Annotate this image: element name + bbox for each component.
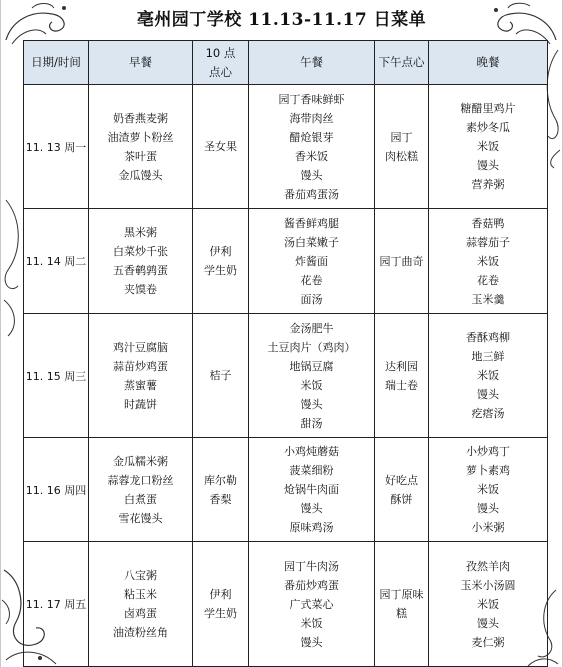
breakfast-item: 金瓜糯米粥 [113,454,168,468]
breakfast-item: 金瓜馒头 [118,168,163,182]
afternoon-snack-item: 好吃点 [385,473,418,487]
afternoon-snack-item: 园丁 [390,130,413,144]
date-cell: 11. 17 周五 [24,542,89,667]
lunch-item: 番茄炒鸡蛋 [284,578,339,592]
table-row-thursday [24,438,548,542]
dinner-item: 馒头 [477,616,499,630]
breakfast-item: 蒜苗炒鸡蛋 [113,359,168,373]
morning-snack-item: 伊利 [209,588,232,601]
lunch-item: 地锅豆腐 [289,359,334,373]
menu-title: 亳州园丁学校 11.13-11.17 日菜单 [136,10,427,30]
dinner-item: 馒头 [477,159,499,172]
breakfast-item: 奶香燕麦粥 [113,111,168,125]
breakfast-cell [89,314,193,438]
breakfast-item: 夹馍卷 [124,283,157,296]
dinner-item: 小米粥 [471,521,505,534]
lunch-item: 酱香鲜鸡腿 [284,216,339,230]
breakfast-item: 粘玉米 [124,588,157,601]
header-lunch: 午餐 [249,41,375,85]
lunch-item: 土豆肉片（鸡肉） [267,340,356,354]
header-afternoon-snack: 下午点心 [375,41,429,85]
breakfast-cell [89,438,193,542]
breakfast-item: 五香鹌鹑蛋 [113,264,168,277]
dinner-item: 米饭 [477,140,499,153]
dinner-item: 香菇鸭 [471,216,505,230]
lunch-cell [249,314,375,438]
breakfast-cell [89,85,193,209]
lunch-item: 广式菜心 [289,597,334,611]
header-date: 日期/时间 [24,41,89,85]
header-morning-snack [193,41,249,85]
lunch-item: 汤白菜嫩子 [284,235,339,249]
dinner-item: 馒头 [477,388,499,401]
dinner-item: 营养粥 [471,178,505,191]
afternoon-snack-cell [375,542,429,667]
lunch-item: 馒头 [300,397,323,411]
dinner-item: 米饭 [477,254,499,268]
dinner-cell [429,209,548,314]
breakfast-item: 油渣萝卜粉丝 [107,130,174,144]
afternoon-snack-cell [375,209,429,314]
lunch-item: 菠菜细粉 [289,464,334,477]
dinner-cell [429,85,548,209]
afternoon-snack-cell [375,438,429,542]
lunch-item: 番茄鸡蛋汤 [284,187,339,201]
dinner-item: 玉米羹 [471,292,505,306]
lunch-item: 醋炝银芽 [289,130,334,144]
breakfast-cell [89,542,193,667]
table-header-row [24,41,548,85]
breakfast-cell [89,209,193,314]
lunch-item: 炸酱面 [295,254,328,268]
date-cell: 11. 13 周一 [24,85,89,209]
date-cell: 11. 15 周三 [24,314,89,438]
lunch-item: 米饭 [300,616,323,630]
dinner-item: 香酥鸡柳 [466,331,510,344]
lunch-item: 园丁牛肉汤 [284,559,339,573]
lunch-item: 花卷 [300,273,323,287]
date-cell: 11. 16 周四 [24,438,89,542]
lunch-item: 甜汤 [300,416,323,430]
dinner-item: 花卷 [477,273,499,287]
morning-snack-cell [193,438,249,542]
morning-snack-item: 伊利 [209,245,232,258]
breakfast-item: 蒜蓉龙口粉丝 [107,473,174,487]
breakfast-item: 蒸蜜薯 [124,378,157,392]
dinner-item: 米饭 [477,483,499,496]
breakfast-item: 八宝粥 [124,569,157,582]
morning-snack-cell [193,314,249,438]
dinner-item: 馒头 [477,502,499,515]
dinner-cell [429,542,548,667]
left-border-line [0,0,1,667]
lunch-cell [249,209,375,314]
breakfast-item: 时蔬饼 [124,397,157,411]
morning-snack-cell [193,85,249,209]
breakfast-item: 油渣粉丝角 [113,626,168,639]
dinner-item: 玉米小汤圆 [460,578,516,592]
morning-snack-item: 桔子 [209,369,232,382]
lunch-item: 园丁香味鲜虾 [278,92,345,106]
lunch-item: 金汤肥牛 [289,321,334,335]
lunch-item: 原味鸡汤 [289,521,334,534]
breakfast-item: 白菜炒千张 [113,245,168,258]
header-morning-snack-line2: 点心 [209,64,232,79]
table-row-wednesday [24,314,548,438]
dinner-item: 萝卜素鸡 [466,464,510,477]
afternoon-snack-cell [375,314,429,438]
morning-snack-item: 学生奶 [204,264,237,277]
lunch-item: 馒头 [300,635,323,649]
lunch-item: 炝锅牛肉面 [284,483,339,496]
breakfast-item: 白煮蛋 [124,492,157,506]
lunch-cell [249,542,375,667]
dinner-item: 米饭 [477,369,499,382]
afternoon-snack-item: 园丁曲奇 [379,254,424,268]
breakfast-item: 鸡汁豆腐脑 [113,340,168,354]
dinner-item: 疙瘩汤 [471,407,505,420]
dinner-item: 孜然羊肉 [466,559,510,573]
dinner-item: 小炒鸡丁 [466,445,510,458]
dinner-cell [429,314,548,438]
afternoon-snack-item: 酥饼 [390,492,413,506]
morning-snack-cell [193,542,249,667]
dinner-item: 糖醋里鸡片 [460,102,516,115]
lunch-item: 馒头 [300,502,323,515]
header-breakfast: 早餐 [89,41,193,85]
lunch-item: 米饭 [300,378,323,392]
afternoon-snack-item: 肉松糕 [385,149,418,163]
breakfast-item: 卤鸡蛋 [124,607,157,620]
dinner-item: 蒜蓉茄子 [466,235,510,249]
afternoon-snack-item: 糕 [396,607,407,620]
dinner-item: 素炒冬瓜 [466,121,510,134]
afternoon-snack-item: 达利园 [385,359,418,373]
date-cell: 11. 14 周二 [24,209,89,314]
table-row-tuesday [24,209,548,314]
table-row-monday [24,85,548,209]
header-dinner: 晚餐 [429,41,548,85]
dinner-item: 麦仁粥 [471,635,505,649]
breakfast-item: 黑米粥 [124,226,157,239]
afternoon-snack-item: 瑞士卷 [385,378,418,392]
lunch-item: 小鸡炖蘑菇 [284,445,339,458]
lunch-cell [249,438,375,542]
morning-snack-item: 圣女果 [204,140,237,153]
dinner-cell [429,438,548,542]
header-morning-snack-line1: 10 点 [205,45,236,60]
afternoon-snack-item: 园丁原味 [379,588,424,601]
breakfast-item: 茶叶蛋 [124,149,157,163]
lunch-cell [249,85,375,209]
lunch-item: 海带肉丝 [289,111,334,125]
morning-snack-item: 学生奶 [204,607,237,620]
morning-snack-item: 库尔勒 [204,473,237,487]
dinner-item: 米饭 [477,597,499,611]
dinner-item: 地三鲜 [471,350,505,363]
breakfast-item: 雪花馒头 [118,511,163,525]
morning-snack-item: 香梨 [209,492,232,506]
lunch-item: 香米饭 [295,149,328,163]
afternoon-snack-cell [375,85,429,209]
lunch-item: 面汤 [300,292,323,306]
lunch-item: 馒头 [300,168,323,182]
table-row-friday [24,542,548,667]
morning-snack-cell [193,209,249,314]
weekly-menu-table [23,40,548,667]
